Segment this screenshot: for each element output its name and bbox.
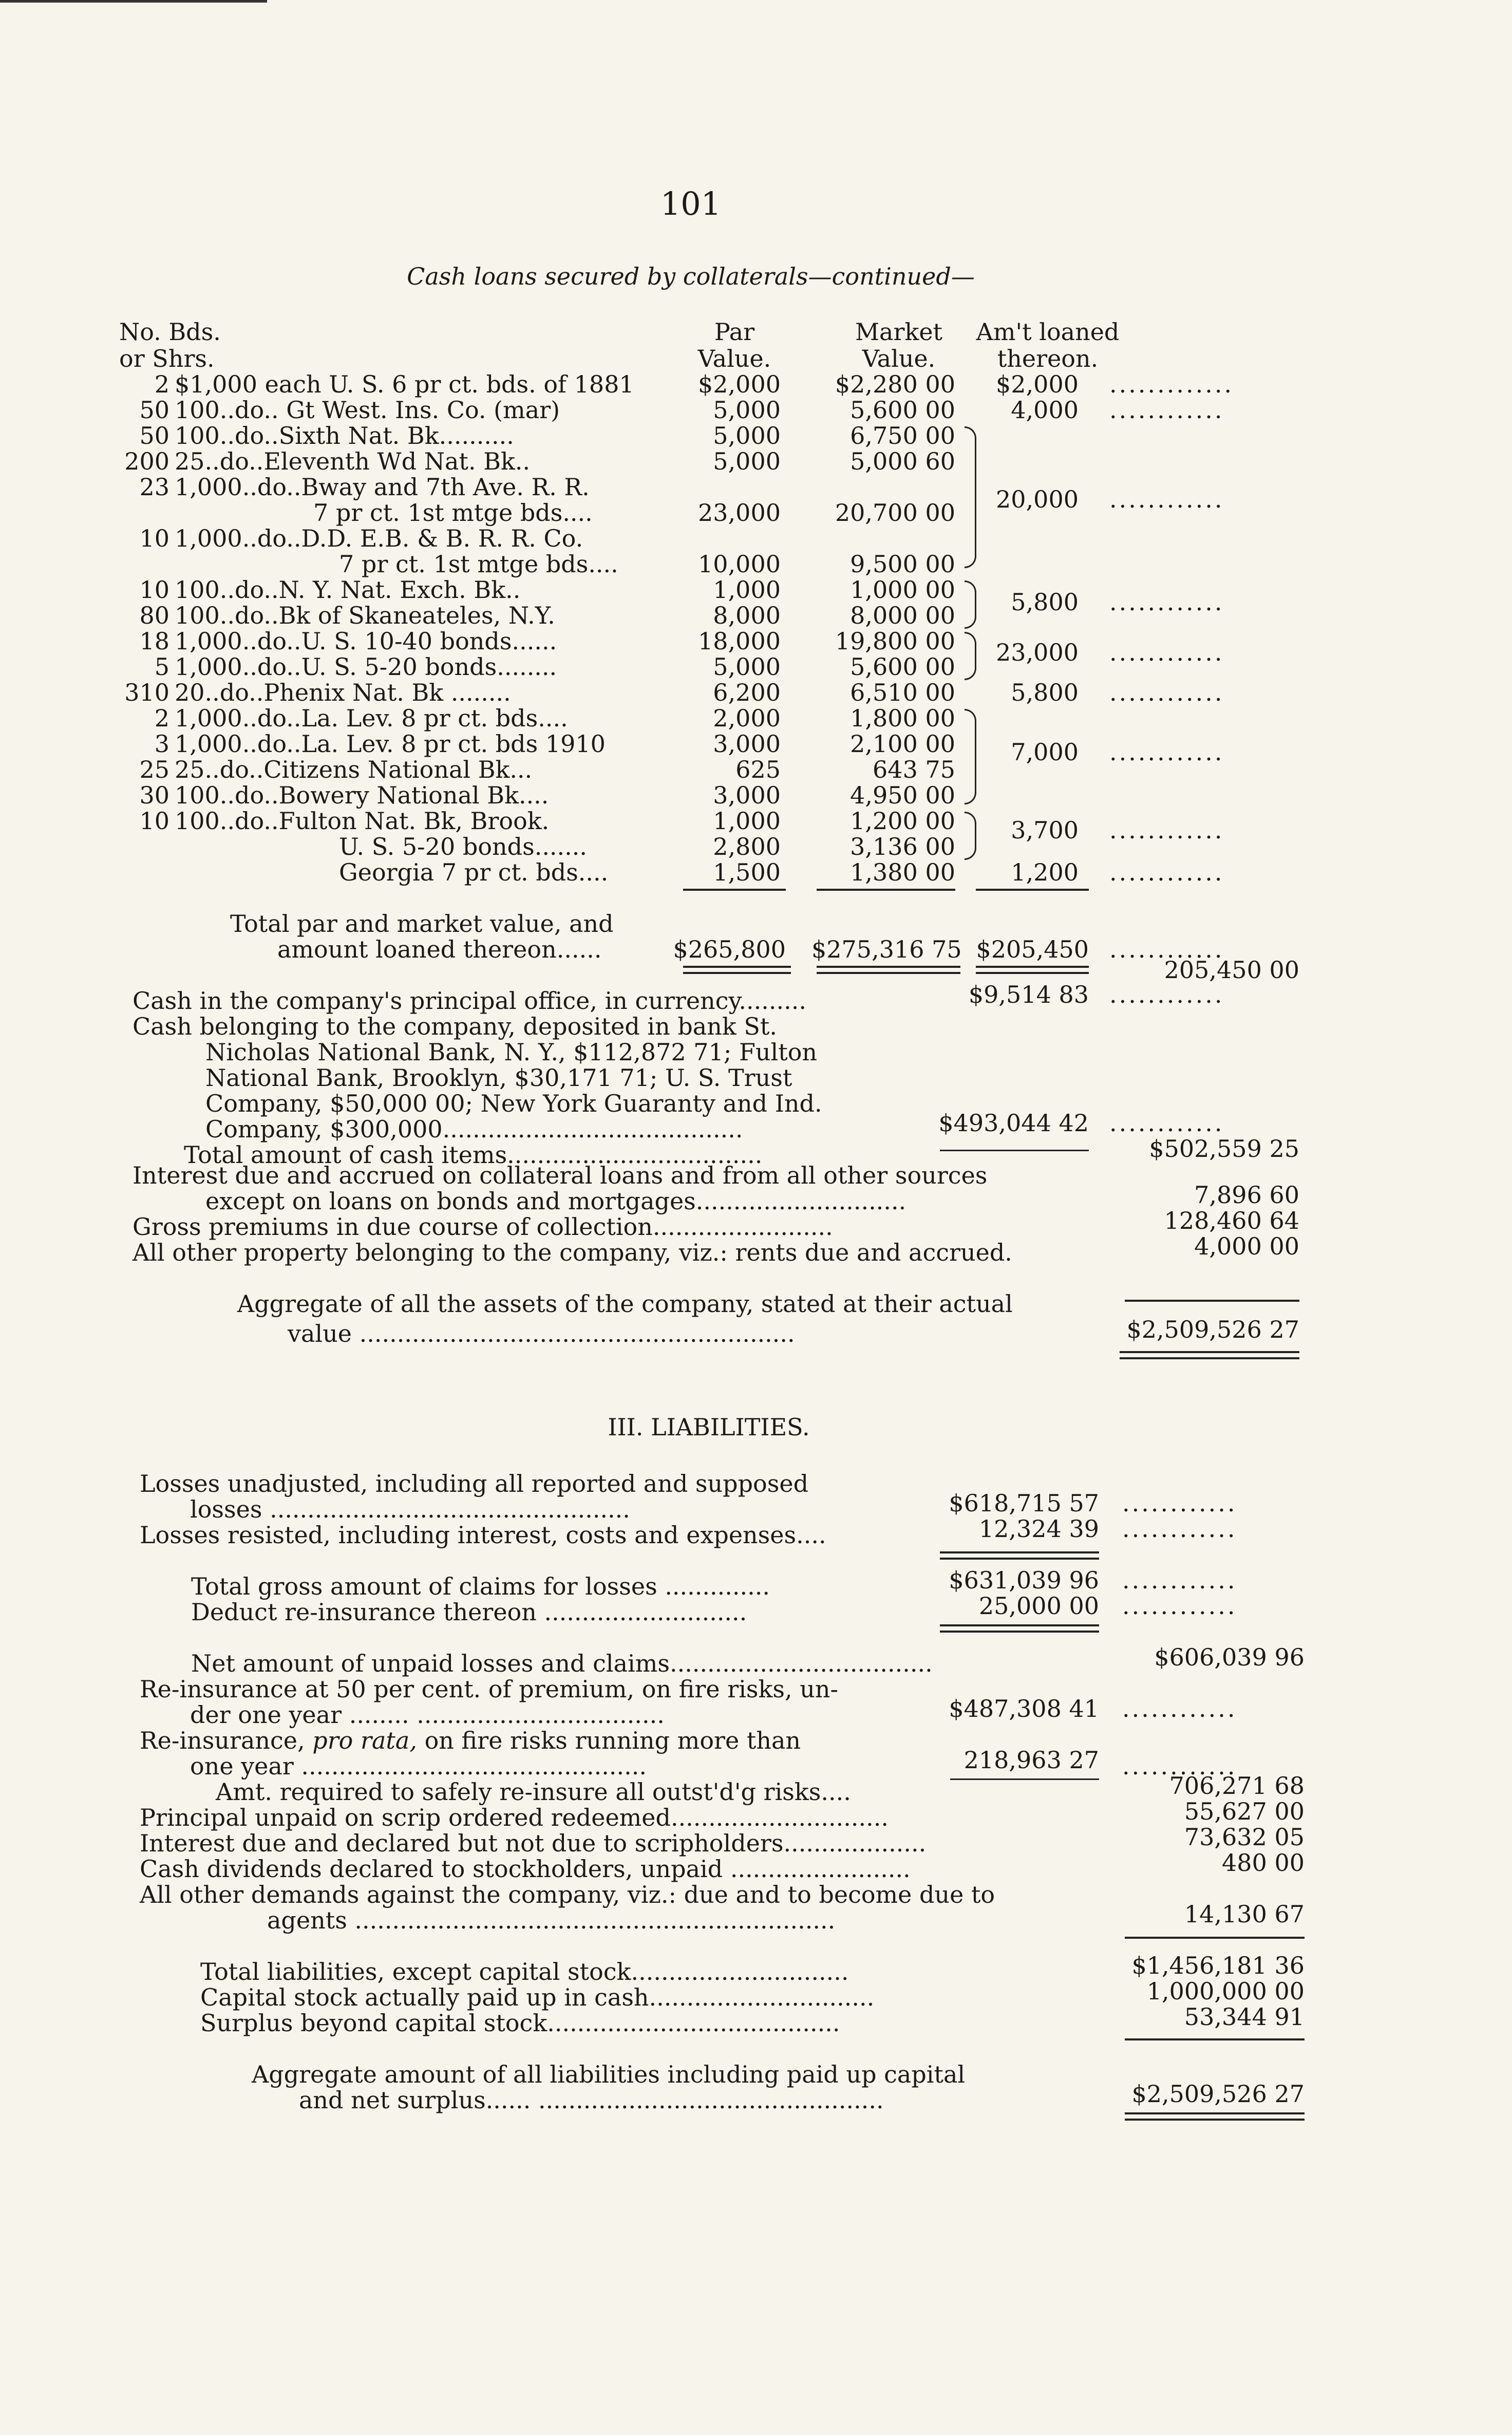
- rule: [1120, 1351, 1299, 1353]
- cash-office-label: Cash in the company's principal office, in currency.........: [133, 987, 807, 1015]
- row-desc: $1,000 each U. S. 6 pr ct. bds. of 1881: [175, 370, 634, 398]
- liab-dots: ............: [1122, 1592, 1237, 1620]
- row-desc: 1,000..do..U. S. 10-40 bonds......: [175, 627, 557, 655]
- row-no: 5: [154, 653, 169, 681]
- row-desc: 100..do..Bowery National Bk....: [175, 781, 549, 809]
- row-par: 625: [735, 756, 781, 783]
- row-no: 23: [139, 473, 169, 501]
- aggregate-assets-line1: Aggregate of all the assets of the company, stated at their actual: [237, 1290, 1013, 1318]
- row-no: 50: [139, 422, 169, 449]
- total-liabilities-value: $1,456,181 36: [1131, 1952, 1305, 1979]
- rule: [1125, 1937, 1305, 1939]
- cash-bank-line: National Bank, Brooklyn, $30,171 71; U. S. Trust: [205, 1064, 792, 1092]
- row-desc: 7 pr ct. 1st mtge bds....: [313, 499, 593, 527]
- brace: [965, 812, 976, 860]
- aggregate-liabilities-line1: Aggregate amount of all liabilities including paid up capital: [252, 2061, 966, 2088]
- losses-resisted-label: Losses resisted, including interest, costs and expenses....: [140, 1521, 826, 1549]
- cash-office-dots: ............: [1109, 981, 1224, 1008]
- row-no: 10: [139, 576, 169, 604]
- row-desc: 100..do..Bk of Skaneateles, N.Y.: [175, 602, 555, 629]
- row-desc: 100..do..Fulton Nat. Bk, Brook.: [175, 807, 550, 835]
- row-loan: $2,000: [996, 370, 1079, 398]
- header-loaned-1: Am't loaned: [976, 318, 1120, 346]
- totals-carried: 205,450 00: [1164, 956, 1299, 984]
- top-edge-line: [0, 0, 267, 3]
- rule: [817, 972, 960, 974]
- rule: [1120, 1357, 1299, 1359]
- reins-50-line2: der one year ........ .................................: [190, 1701, 665, 1729]
- row-desc: 1,000..do..La. Lev. 8 pr ct. bds 1910: [175, 730, 606, 758]
- row-par: 3,000: [713, 781, 781, 809]
- row-desc: 1,000..do..La. Lev. 8 pr ct. bds....: [175, 704, 568, 732]
- row-market: 1,200 00: [850, 807, 955, 835]
- amt-reinsure-value: 706,271 68: [1169, 1772, 1305, 1800]
- scrip-value: 55,627 00: [1184, 1797, 1305, 1825]
- row-loan: 20,000: [996, 485, 1079, 513]
- rule: [1125, 1300, 1299, 1302]
- other-asset-value: 128,460 64: [1164, 1207, 1299, 1234]
- row-market: 5,000 60: [850, 447, 955, 475]
- rule: [683, 889, 786, 891]
- brace: [965, 632, 976, 680]
- header-no-shares-1: No. Bds.: [119, 318, 221, 346]
- row-desc: 1,000..do..D.D. E.B. & B. R. R. Co.: [175, 525, 583, 552]
- row-loan: 4,000: [1011, 396, 1079, 424]
- row-desc: Georgia 7 pr ct. bds....: [339, 858, 609, 886]
- row-no: 10: [139, 807, 169, 835]
- cash-bank-dots: ............: [1109, 1109, 1224, 1137]
- rule: [940, 1551, 1099, 1553]
- row-par: 2,800: [713, 833, 781, 860]
- row-loan: 5,800: [1011, 588, 1079, 616]
- cash-bank-line: Nicholas National Bank, N. Y., $112,872 71; Fulton: [205, 1038, 818, 1066]
- deduct-reinsurance-label: Deduct re-insurance thereon ...........................: [191, 1598, 747, 1626]
- row-market: 8,000 00: [850, 602, 955, 629]
- row-par: 3,000: [713, 730, 781, 758]
- aggregate-assets-value: $2,509,526 27: [1126, 1316, 1299, 1343]
- row-desc: 1,000..do..U. S. 5-20 bonds........: [175, 653, 557, 681]
- other-asset-line: Gross premiums in due course of collection........................: [133, 1213, 833, 1241]
- surplus-label: Surplus beyond capital stock.......................................: [200, 2009, 840, 2037]
- row-loan: 3,700: [1011, 816, 1079, 844]
- row-par: 1,500: [713, 858, 781, 886]
- dividends-label: Cash dividends declared to stockholders, unpaid ........................: [140, 1855, 911, 1883]
- row-desc: 1,000..do..Bway and 7th Ave. R. R.: [175, 473, 590, 501]
- rule: [940, 1558, 1099, 1560]
- dividends-value: 480 00: [1222, 1849, 1305, 1877]
- cash-office-value: $9,514 83: [968, 981, 1089, 1008]
- liab-dots: ............: [1122, 1752, 1237, 1780]
- brace: [965, 580, 976, 629]
- aggregate-assets-line2: value ..........................................................: [288, 1320, 795, 1347]
- scrip-label: Principal unpaid on scrip ordered redeemed.............................: [140, 1804, 889, 1831]
- row-dots: ............: [1109, 396, 1224, 424]
- totals-label-1: Total par and market value, and: [230, 910, 614, 938]
- other-asset-line: All other property belonging to the company, viz.: rents due and accrued.: [133, 1239, 1012, 1266]
- amt-reinsure-label: Amt. required to safely re-insure all outst'd'g risks....: [216, 1778, 851, 1806]
- row-market: 19,800 00: [835, 627, 955, 655]
- other-demands-line1: All other demands against the company, viz.: due and to become due to: [140, 1881, 995, 1908]
- rule: [950, 1778, 1099, 1780]
- reins-50-value: $487,308 41: [949, 1695, 1099, 1722]
- surplus-value: 53,344 91: [1184, 2003, 1305, 2031]
- row-no: 10: [139, 525, 169, 552]
- rule: [683, 972, 791, 974]
- totals-market: $275,316 75: [811, 935, 962, 963]
- row-no: 310: [124, 679, 169, 706]
- totals-dots: ............: [1109, 935, 1224, 963]
- row-market: $2,280 00: [835, 370, 955, 398]
- losses-unadjusted-value: $618,715 57: [949, 1489, 1099, 1517]
- row-market: 5,600 00: [850, 653, 955, 681]
- rule: [1125, 2112, 1305, 2114]
- other-asset-value: 4,000 00: [1194, 1232, 1299, 1260]
- rule: [683, 966, 791, 968]
- rule: [817, 889, 955, 891]
- row-desc: 100..do..N. Y. Nat. Exch. Bk..: [175, 576, 521, 604]
- row-market: 6,510 00: [850, 679, 955, 706]
- row-dots: ............: [1109, 738, 1224, 766]
- row-market: 20,700 00: [835, 499, 955, 527]
- header-market-2: Value.: [862, 345, 936, 372]
- section-heading: Cash loans secured by collaterals—continued—: [407, 263, 975, 290]
- reins-pro-rata-a: Re-insurance,: [140, 1727, 313, 1754]
- row-no: 3: [154, 730, 169, 758]
- row-loan: 23,000: [996, 639, 1079, 666]
- row-no: 50: [139, 396, 169, 424]
- row-par: 5,000: [713, 422, 781, 449]
- other-asset-line: except on loans on bonds and mortgages............................: [205, 1187, 906, 1215]
- interest-scrip-label: Interest due and declared but not due to scripholders...................: [140, 1829, 927, 1857]
- losses-unadjusted-line1: Losses unadjusted, including all reported and supposed: [140, 1470, 809, 1497]
- row-par: 5,000: [713, 447, 781, 475]
- row-par: 6,200: [713, 679, 781, 706]
- total-liabilities-label: Total liabilities, except capital stock.............................: [200, 1958, 849, 1986]
- other-asset-value: 7,896 60: [1194, 1181, 1299, 1209]
- totals-par: $265,800: [673, 935, 786, 963]
- row-no: 25: [139, 756, 169, 783]
- liab-dots: ............: [1122, 1566, 1237, 1594]
- row-no: 18: [139, 627, 169, 655]
- row-par: $2,000: [698, 370, 781, 398]
- reins-pro-rata-b: pro rata,: [312, 1727, 417, 1754]
- row-market: 1,800 00: [850, 704, 955, 732]
- reins-50-line1: Re-insurance at 50 per cent. of premium, on fire risks, un-: [140, 1675, 839, 1703]
- row-no: 80: [139, 602, 169, 629]
- totals-loan: $205,450: [976, 935, 1089, 963]
- cash-bank-line: Cash belonging to the company, deposited in bank St.: [133, 1013, 777, 1040]
- cash-bank-line: Company, $300,000........................................: [205, 1115, 743, 1143]
- row-desc: 100..do.. Gt West. Ins. Co. (mar): [175, 396, 560, 424]
- cash-total-value: $502,559 25: [1149, 1135, 1299, 1163]
- deduct-reinsurance-value: 25,000 00: [978, 1592, 1099, 1620]
- row-dots: .............: [1109, 370, 1234, 398]
- row-par: 10,000: [698, 550, 781, 578]
- row-par: 5,000: [713, 653, 781, 681]
- row-par: 23,000: [698, 499, 781, 527]
- header-par-1: Par: [714, 318, 755, 346]
- rule: [976, 966, 1089, 968]
- reins-pro-rata-value: 218,963 27: [963, 1746, 1099, 1774]
- losses-resisted-value: 12,324 39: [978, 1515, 1099, 1543]
- reins-pro-rata-line2: one year ..............................................: [190, 1752, 647, 1780]
- cash-total-label: Total amount of cash items..................................: [184, 1141, 763, 1169]
- row-market: 643 75: [873, 756, 955, 783]
- liabilities-heading: III. LIABILITIES.: [608, 1413, 810, 1441]
- header-no-shares-2: or Shrs.: [119, 345, 215, 372]
- liab-dots: ............: [1122, 1489, 1237, 1517]
- row-no: 2: [154, 704, 169, 732]
- brace: [965, 426, 976, 568]
- row-dots: ............: [1109, 588, 1224, 616]
- header-market-1: Market: [855, 318, 943, 346]
- other-asset-line: Interest due and accrued on collateral loans and from all other sources: [133, 1162, 988, 1189]
- row-no: 2: [154, 370, 169, 398]
- row-dots: ............: [1109, 679, 1224, 706]
- row-market: 5,600 00: [850, 396, 955, 424]
- gross-claims-value: $631,039 96: [949, 1566, 1099, 1594]
- row-desc: 25..do..Citizens National Bk...: [175, 756, 533, 783]
- header-loaned-2: thereon.: [997, 345, 1099, 372]
- rule: [1125, 2119, 1305, 2121]
- row-loan: 1,200: [1011, 858, 1079, 886]
- row-desc: 100..do..Sixth Nat. Bk..........: [175, 422, 514, 449]
- row-market: 6,750 00: [850, 422, 955, 449]
- row-dots: ............: [1109, 858, 1224, 886]
- liab-dots: ............: [1122, 1515, 1237, 1543]
- cash-bank-line: Company, $50,000 00; New York Guaranty and Ind.: [205, 1090, 822, 1117]
- rule: [940, 1624, 1099, 1626]
- reins-pro-rata-line1: [140, 1727, 801, 1754]
- row-market: 9,500 00: [850, 550, 955, 578]
- row-market: 1,000 00: [850, 576, 955, 604]
- row-par: 8,000: [713, 602, 781, 629]
- row-loan: 7,000: [1011, 738, 1079, 766]
- row-market: 3,136 00: [850, 833, 955, 860]
- rule: [940, 1150, 1089, 1151]
- row-par: 2,000: [713, 704, 781, 732]
- rule: [817, 966, 960, 968]
- row-desc: 25..do..Eleventh Wd Nat. Bk..: [175, 447, 531, 475]
- row-par: 1,000: [713, 807, 781, 835]
- capital-stock-label: Capital stock actually paid up in cash..............................: [200, 1983, 875, 2011]
- aggregate-liabilities-value: $2,509,526 27: [1131, 2080, 1305, 2108]
- rule: [1125, 2038, 1305, 2040]
- header-par-2: Value.: [697, 345, 771, 372]
- capital-stock-value: 1,000,000 00: [1146, 1977, 1305, 2005]
- row-market: 1,380 00: [850, 858, 955, 886]
- row-dots: ............: [1109, 816, 1224, 844]
- liab-dots: ............: [1122, 1695, 1237, 1722]
- reins-pro-rata-c: on fire risks running more than: [417, 1727, 801, 1754]
- cash-bank-value: $493,044 42: [938, 1109, 1089, 1137]
- row-loan: 5,800: [1011, 679, 1079, 706]
- row-market: 4,950 00: [850, 781, 955, 809]
- row-dots: ............: [1109, 485, 1224, 513]
- row-desc: 20..do..Phenix Nat. Bk ........: [175, 679, 511, 706]
- other-demands-value: 14,130 67: [1184, 1900, 1305, 1928]
- rule: [976, 889, 1089, 891]
- interest-scrip-value: 73,632 05: [1184, 1823, 1305, 1851]
- row-par: 5,000: [713, 396, 781, 424]
- row-no: 30: [139, 781, 169, 809]
- row-dots: ............: [1109, 639, 1224, 666]
- rule: [976, 972, 1089, 974]
- other-demands-line2: agents ................................................................: [267, 1906, 836, 1934]
- row-par: 18,000: [698, 627, 781, 655]
- net-unpaid-value: $606,039 96: [1154, 1643, 1305, 1671]
- aggregate-liabilities-line2: and net surplus...... ..............................................: [299, 2086, 884, 2114]
- row-market: 2,100 00: [850, 730, 955, 758]
- row-par: 1,000: [713, 576, 781, 604]
- row-desc: 7 pr ct. 1st mtge bds....: [339, 550, 618, 578]
- net-unpaid-label: Net amount of unpaid losses and claims...................................: [191, 1650, 933, 1677]
- page-number: 101: [660, 185, 722, 222]
- totals-label-2: amount loaned thereon......: [277, 935, 602, 963]
- losses-unadjusted-line2: losses ................................................: [190, 1495, 630, 1523]
- brace: [965, 709, 976, 804]
- rule: [940, 1631, 1099, 1633]
- row-desc: U. S. 5-20 bonds.......: [339, 833, 588, 860]
- row-no: 200: [124, 447, 169, 475]
- gross-claims-label: Total gross amount of claims for losses ..............: [191, 1572, 770, 1600]
